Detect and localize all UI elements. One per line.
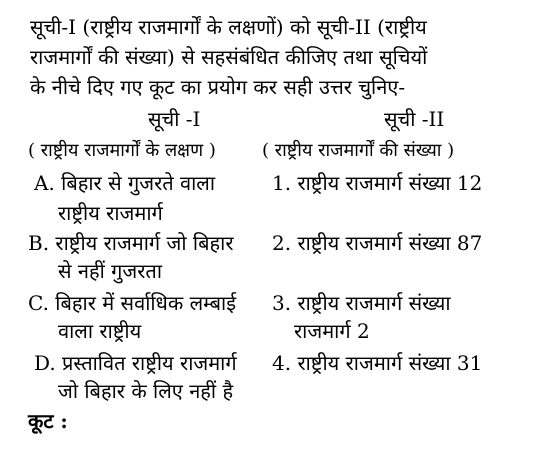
list1-heading: सूची -I: [148, 107, 201, 131]
list1-item-d-line1: D. प्रस्तावित राष्ट्रीय राजमार्ग: [34, 351, 237, 375]
question-text-line-3: के नीचे दिए गए कूट का प्रयोग कर सही उत्तर चुनिए-: [30, 75, 406, 99]
list2-item-3-line2: राजमार्ग 2: [294, 319, 370, 343]
list2-subheading: ( राष्ट्रीय राजमार्गों की संख्या ): [262, 140, 455, 161]
list1-item-d-line2: जो बिहार के लिए नहीं है: [58, 379, 234, 403]
list1-item-c-line1: C. बिहार में सर्वाधिक लम्बाई: [28, 291, 237, 315]
list1-item-c-line2: वाला राष्ट्रीय: [58, 319, 142, 343]
list2-item-3-line1: 3. राष्ट्रीय राजमार्ग संख्या: [272, 291, 451, 315]
question-text-line-1: सूची-I (राष्ट्रीय राजमार्गों के लक्षणों) को सूची-II (राष्ट्रीय: [30, 15, 427, 39]
list2-item-2: 2. राष्ट्रीय राजमार्ग संख्या 87: [272, 231, 483, 255]
list1-item-b-line1: B. राष्ट्रीय राजमार्ग जो बिहार: [28, 231, 234, 255]
list2-heading: सूची -II: [384, 107, 445, 131]
koot-label: कूट :: [28, 409, 68, 433]
list1-item-b-line2: से नहीं गुजरता: [58, 259, 162, 283]
list2-item-1: 1. राष्ट्रीय राजमार्ग संख्या 12: [272, 171, 483, 195]
list2-item-4: 4. राष्ट्रीय राजमार्ग संख्या 31: [272, 351, 483, 375]
question-text-line-2: राजमार्गों की संख्या) से सहसंबंधित कीजिए तथा सूचियों: [30, 45, 428, 69]
list1-subheading: ( राष्ट्रीय राजमार्गों के लक्षण ): [28, 140, 216, 161]
list1-item-a-line2: राष्ट्रीय राजमार्ग: [58, 201, 163, 225]
list1-item-a-line1: A. बिहार से गुजरते वाला: [34, 171, 216, 195]
